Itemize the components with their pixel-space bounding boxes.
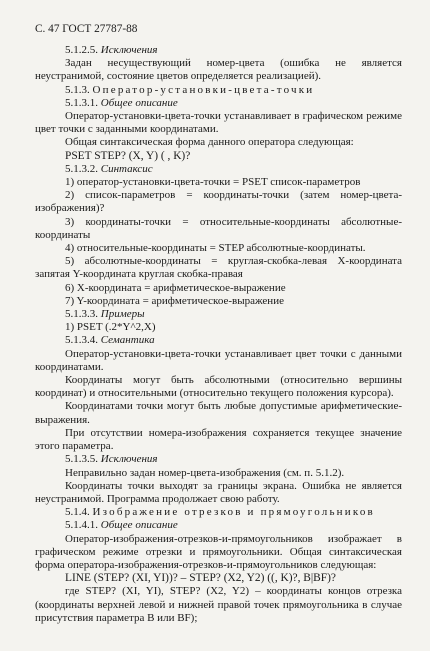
line-text: 1) PSET (.2*Y^2,X) [65, 321, 156, 334]
section-title: Общее описание [100, 96, 178, 109]
line-text: Неправильно задан номер-цвета-изображения (см. п. 5.1.2). [65, 466, 345, 479]
line-text: 5.1.3.1. [65, 96, 101, 109]
line-text: PSET STEP? (X, Y) ( , K)? [65, 149, 191, 162]
section-title: Исключения [100, 453, 158, 466]
line-s5131 [35, 97, 402, 110]
document-body [35, 44, 402, 625]
line-text: 5.1.3.4. [65, 334, 101, 347]
line-p10 [35, 533, 402, 573]
line-text: 5) абсолютные-координаты = круглая-скобка-левая X-координата запятая Y-координата круглая скобка-правая [35, 255, 402, 281]
line-p11 [35, 585, 402, 625]
line-text: Оператор-изображения-отрезков-и-прямоугольников изображает в графическом режиме отрезки и прямоугольники. Общая синтаксическая форма оператора-изображения-отрезков-и-прямоугольников следующая: [35, 532, 402, 571]
line-p7 [35, 427, 402, 453]
line-text: 3) координаты-точки = относительные-координаты абсолютные-координаты [35, 215, 402, 241]
page-header: С. 47 ГОСТ 27787-88 [35, 23, 138, 35]
line-s5132 [35, 163, 402, 176]
line-text: 5.1.4.1. [65, 519, 101, 532]
section-title: Оператор-установки-цвета-точки [92, 83, 315, 96]
line-text: Общая синтаксическая форма данного оператора следующая: [65, 136, 354, 149]
line-l2 [35, 189, 402, 215]
line-e1 [35, 321, 402, 334]
line-text: Оператор-установки-цвета-точки устанавливает в графическом режиме цвет точки с заданными координатами. [35, 110, 402, 136]
line-l1 [35, 176, 402, 189]
line-s5125 [35, 44, 402, 57]
line-s5141 [35, 519, 402, 532]
line-l6 [35, 282, 402, 295]
line-text: LINE (STEP? (XI, YI))? – STEP? (X2, Y2) ((, K)?, B|BF)? [65, 572, 336, 585]
line-l3 [35, 216, 402, 242]
line-s5135 [35, 453, 402, 466]
line-s5133 [35, 308, 402, 321]
line-text: Задан несуществующий номер-цвета (ошибка не является неустранимой, состояние цветов определяется реализацией). [35, 57, 402, 83]
line-l4 [35, 242, 402, 255]
line-text: 5.1.3.2. [65, 162, 101, 175]
line-text: 6) X-координата = арифметическое-выражение [65, 281, 286, 294]
line-text: Координаты точки выходят за границы экрана. Ошибка не является неустранимой. Программа продолжает свою работу. [35, 479, 402, 505]
section-title: Синтаксис [100, 162, 153, 175]
section-title: Общее описание [100, 519, 178, 532]
line-s513 [35, 84, 402, 97]
section-title: Изображение отрезков и прямоугольников [92, 506, 375, 519]
line-text: Координатами точки могут быть любые допустимые арифметические-выражения. [35, 400, 402, 426]
line-f1 [35, 150, 402, 163]
line-l5 [35, 255, 402, 281]
line-text: 5.1.2.5. [65, 44, 101, 56]
line-text: где STEP? (XI, YI), STEP? (X2, Y2) – координаты концов отрезка (координаты верхней левой и нижней правой точек прямоугольника в случае присутствия параметра B или BF); [35, 585, 402, 624]
line-text: 7) Y-координата = арифметическое-выражение [65, 294, 284, 307]
line-text: 4) относительные-координаты = STEP абсолютные-координаты. [65, 242, 366, 255]
line-p4 [35, 348, 402, 374]
section-title: Семантика [100, 334, 155, 347]
line-p2 [35, 110, 402, 136]
line-text: 5.1.3. [65, 83, 93, 96]
line-text: Координаты могут быть абсолютными (относительно вершины координат) и относительными (относительно текущего положения курсора). [35, 374, 402, 400]
line-text: 1) оператор-установки-цвета-точки = PSET список-параметров [65, 176, 361, 189]
line-p9 [35, 480, 402, 506]
line-text: 5.1.4. [65, 506, 93, 519]
line-p5 [35, 374, 402, 400]
line-s514 [35, 506, 402, 519]
line-p8 [35, 467, 402, 480]
line-l7 [35, 295, 402, 308]
line-s5134 [35, 334, 402, 347]
line-text: При отсутствии номера-изображения сохраняется текущее значение этого параметра. [35, 426, 402, 453]
line-text: Оператор-установки-цвета-точки устанавливает цвет точки с данными координатами. [35, 347, 402, 373]
section-title: Исключения [100, 44, 158, 56]
section-title: Примеры [100, 308, 145, 321]
line-p6 [35, 400, 402, 426]
line-p3 [35, 136, 402, 149]
line-p1 [35, 57, 402, 83]
line-text: 5.1.3.5. [65, 453, 101, 466]
line-text: 5.1.3.3. [65, 308, 101, 321]
line-text: 2) список-параметров = координаты-точки (затем номер-цвета-изображения)? [35, 189, 402, 215]
line-f2 [35, 572, 402, 585]
